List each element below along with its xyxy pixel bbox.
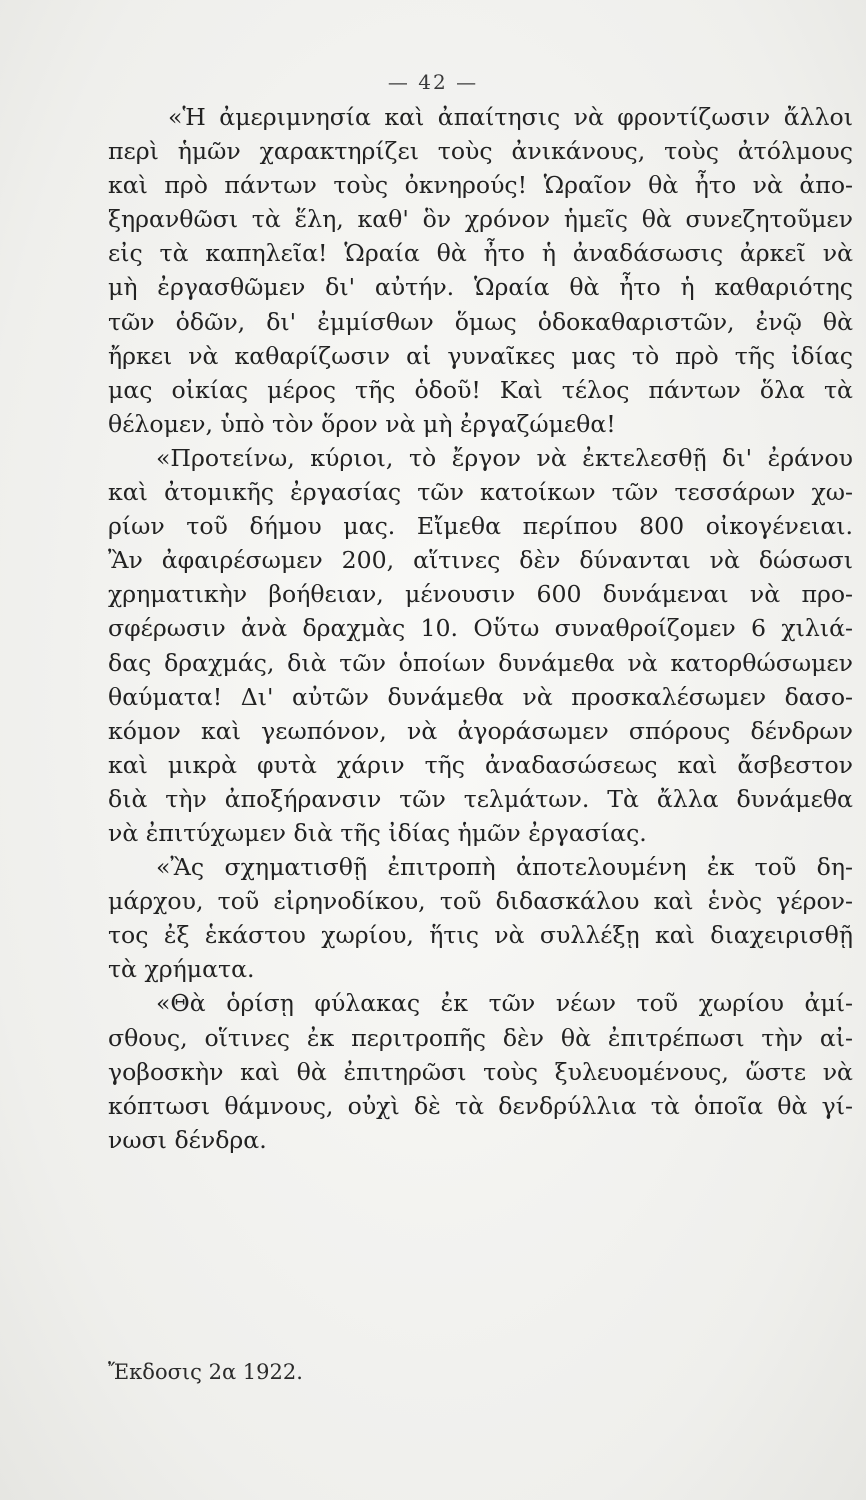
text-line: ἤρκει νὰ καθαρίζωσιν αἱ γυναῖκες μας τὸ πρὸ τῆς ἰδίας — [108, 341, 853, 370]
text-line: «Προτείνω, κύριοι, τὸ ἔργον νὰ ἐκτελεσθῇ δι' ἐράνου — [156, 443, 853, 472]
text-line: μάρχου, τοῦ εἰρηνοδίκου, τοῦ διδασκάλου καὶ ἑνὸς γέρον- — [108, 887, 853, 916]
text-line: καὶ μικρὰ φυτὰ χάριν τῆς ἀναδασώσεως καὶ ἄσβεστον — [108, 750, 853, 779]
text-line: τος ἐξ ἑκάστου χωρίου, ἥτις νὰ συλλέξῃ καὶ διαχειρισθῇ — [108, 921, 853, 950]
text-line: σθους, οἵτινες ἐκ περιτροπῆς δὲν θὰ ἐπιτρέπωσι τὴν αἰ- — [108, 1023, 853, 1052]
page-number: — 42 — — [387, 70, 479, 94]
text-line: μας οἰκίας μέρος τῆς ὁδοῦ! Καὶ τέλος πάντων ὅλα τὰ — [108, 375, 853, 404]
text-line: «Θὰ ὁρίσῃ φύλακας ἐκ τῶν νέων τοῦ χωρίου ἀμί- — [156, 989, 853, 1018]
text-line: ρίων τοῦ δήμου μας. Εἴμεθα περίπου 800 οἰκογένειαι. — [108, 512, 853, 541]
text-line: νωσι δένδρα. — [108, 1125, 267, 1154]
text-line: εἰς τὰ καπηλεῖα! Ὡραία θὰ ἦτο ἡ ἀναδάσωσις ἀρκεῖ νὰ — [108, 239, 853, 268]
text-line: νὰ ἐπιτύχωμεν διὰ τῆς ἰδίας ἡμῶν ἐργασίας. — [108, 818, 647, 847]
text-line: Ἂν ἀφαιρέσωμεν 200, αἵτινες δὲν δύνανται νὰ δώσωσι — [108, 546, 853, 575]
text-line: χρηματικὴν βοήθειαν, μένουσιν 600 δυνάμεναι νὰ προ- — [108, 580, 853, 609]
text-line: ξηρανθῶσι τὰ ἕλη, καθ' ὃν χρόνον ἡμεῖς θὰ συνεζητοῦμεν — [108, 205, 853, 234]
text-line: μὴ ἐργασθῶμεν δι' αὐτήν. Ὡραία θὰ ἦτο ἡ καθαριότης — [108, 273, 853, 302]
text-line: θαύματα! Δι' αὐτῶν δυνάμεθα νὰ προσκαλέσωμεν δασο- — [108, 682, 853, 711]
text-line: δας δραχμάς, διὰ τῶν ὁποίων δυνάμεθα νὰ κατορθώσωμεν — [108, 648, 853, 677]
text-line: περὶ ἡμῶν χαρακτηρίζει τοὺς ἀνικάνους, τοὺς ἀτόλμους — [108, 137, 853, 166]
text-line: καὶ πρὸ πάντων τοὺς ὀκνηρούς! Ὡραῖον θὰ ἦτο νὰ ἀπο- — [108, 171, 853, 200]
body-text — [108, 100, 853, 1157]
text-line: τῶν ὁδῶν, δι' ἐμμίσθων ὅμως ὁδοκαθαριστῶν, ἐνῷ θὰ — [108, 307, 853, 336]
text-line: κόπτωσι θάμνους, οὐχὶ δὲ τὰ δενδρύλλια τὰ ὁποῖα θὰ γί- — [108, 1091, 853, 1120]
text-line: σφέρωσιν ἀνὰ δραχμὰς 10. Οὕτω συναθροίζομεν 6 χιλιά- — [108, 614, 853, 643]
text-line: γοβοσκὴν καὶ θὰ ἐπιτηρῶσι τοὺς ξυλευομένους, ὥστε νὰ — [108, 1057, 853, 1086]
text-line: καὶ ἀτομικῆς ἐργασίας τῶν κατοίκων τῶν τεσσάρων χω- — [108, 478, 853, 507]
text-line: «Ἂς σχηματισθῇ ἐπιτροπὴ ἀποτελουμένη ἐκ τοῦ δη- — [156, 853, 853, 882]
text-line: διὰ τὴν ἀποξήρανσιν τῶν τελμάτων. Τὰ ἄλλα δυνάμεθα — [108, 784, 853, 813]
text-line: «Ἡ ἀμεριμνησία καὶ ἀπαίτησις νὰ φροντίζωσιν ἄλλοι — [168, 103, 853, 131]
text-line: κόμον καὶ γεωπόνον, νὰ ἀγοράσωμεν σπόρους δένδρων — [108, 716, 853, 745]
edition-note: Ἔκδοσις 2α 1922. — [108, 1360, 303, 1384]
text-line: τὰ χρήματα. — [108, 955, 255, 984]
text-line: θέλομεν, ὑπὸ τὸν ὅρον νὰ μὴ ἐργαζώμεθα! — [108, 409, 616, 438]
